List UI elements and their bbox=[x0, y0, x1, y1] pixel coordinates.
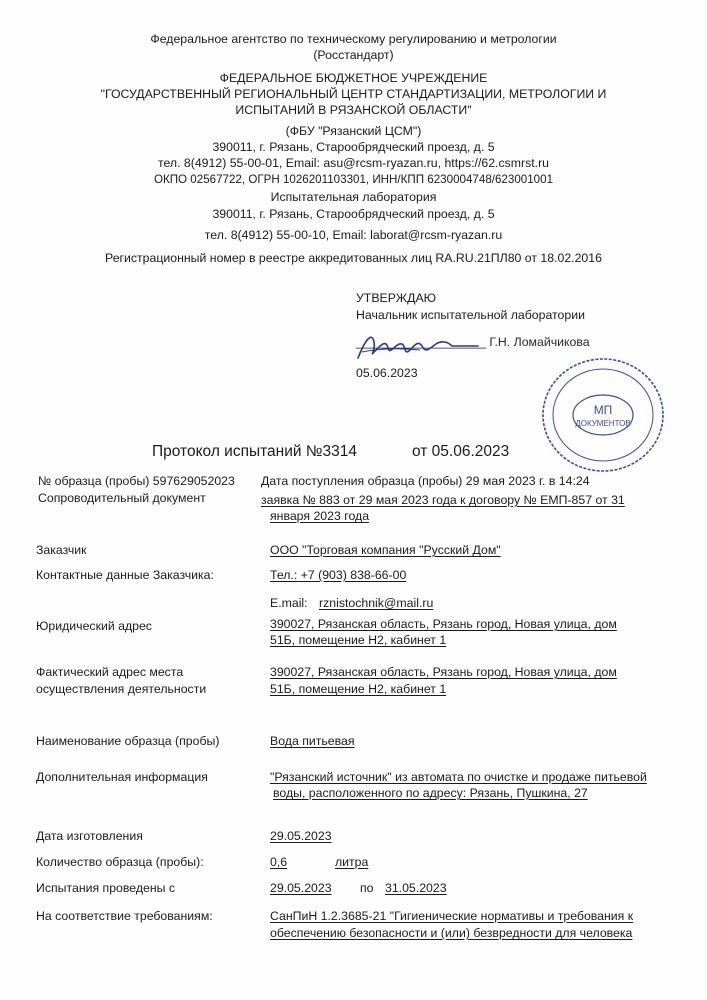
approval-date: 05.06.2023 bbox=[356, 366, 418, 380]
customer-email: rznistochnik@mail.ru bbox=[319, 596, 434, 610]
made-date-value: 29.05.2023 bbox=[270, 829, 332, 843]
tested-to: 31.05.2023 bbox=[385, 881, 447, 895]
actual-address-line1: 390027, Рязанская область, Рязань город, Новая улица, дом bbox=[270, 665, 617, 679]
extra-info-label: Дополнительная информация bbox=[36, 770, 208, 784]
lab-contacts: тел. 8(4912) 55-00-10, Email: laborat@rcsm-ryazan.ru bbox=[204, 228, 503, 242]
accompanying-doc-line2: января 2023 года bbox=[270, 509, 370, 523]
protocol-date: от 05.06.2023 bbox=[412, 443, 510, 460]
actual-address-label-line2: осуществления деятельности bbox=[36, 682, 207, 696]
accompanying-doc-line1: заявка № 883 от 29 мая 2023 года к договору № ЕМП-857 от 31 bbox=[261, 493, 625, 507]
approve-heading: УТВЕРЖДАЮ bbox=[356, 291, 437, 305]
made-date-label: Дата изготовления bbox=[36, 829, 143, 843]
extra-info-line1: "Рязанский источник" из автомата по очистке и продаже питьевой bbox=[270, 770, 647, 784]
contacts-label: Контактные данные Заказчика: bbox=[36, 568, 214, 582]
quantity-value: 0,6 bbox=[270, 855, 288, 869]
email-label: E.mail: bbox=[270, 596, 308, 610]
lab-address: 390011, г. Рязань, Старообрядческий проезд, д. 5 bbox=[212, 207, 495, 221]
requirements-line1: СанПиН 1.2.3685-21 "Гигиенические нормативы и требования к bbox=[270, 909, 634, 923]
agency-name: Федеральное агентство по техническому регулированию и метрологии bbox=[150, 32, 557, 46]
sample-received: Дата поступления образца (пробы) 29 мая 2023 г. в 14:24 bbox=[261, 474, 590, 488]
org-name-line1: "ГОСУДАРСТВЕННЫЙ РЕГИОНАЛЬНЫЙ ЦЕНТР СТАНДАРТИЗАЦИИ, МЕТРОЛОГИИ И bbox=[100, 87, 607, 101]
legal-address-line2: 51Б, помещение Н2, кабинет 1 bbox=[270, 633, 447, 647]
registry-number: Регистрационный номер в реестре аккредитованных лиц RA.RU.21ПЛ80 от 18.02.2016 bbox=[105, 251, 602, 265]
round-stamp bbox=[540, 356, 666, 474]
accompanying-doc-label: Сопроводительный документ bbox=[38, 491, 206, 505]
signature-image bbox=[352, 328, 480, 366]
actual-address-line2: 51Б, помещение Н2, кабинет 1 bbox=[270, 682, 447, 696]
tested-to-label: по bbox=[360, 881, 374, 895]
legal-address-line1: 390027, Рязанская область, Рязань город, Новая улица, дом bbox=[270, 617, 617, 631]
approver-position: Начальник испытательной лаборатории bbox=[356, 308, 585, 322]
org-address: 390011, г. Рязань, Старообрядческий проезд, д. 5 bbox=[212, 140, 495, 154]
requirements-label: На соответствие требованиям: bbox=[36, 909, 213, 923]
org-type: ФЕДЕРАЛЬНОЕ БЮДЖЕТНОЕ УЧРЕЖДЕНИЕ bbox=[219, 71, 488, 85]
lab-name: Испытательная лаборатория bbox=[270, 190, 437, 204]
tested-from: 29.05.2023 bbox=[270, 881, 332, 895]
protocol-title: Протокол испытаний №3314 bbox=[152, 443, 357, 460]
sample-number: № образца (пробы) 597629052023 bbox=[38, 474, 235, 488]
signature-line: ___________________ Г.Н. Ломайчикова bbox=[356, 335, 590, 349]
sample-name-label: Наименование образца (пробы) bbox=[36, 734, 220, 748]
org-codes: ОКПО 02567722, ОГРН 1026201103301, ИНН/КПП 6230004748/623001001 bbox=[153, 173, 554, 186]
extra-info-line2: воды, расположенного по адресу: Рязань, Пушкина, 27 bbox=[273, 786, 588, 800]
customer-value: ООО "Торговая компания "Русский Дом" bbox=[270, 543, 501, 557]
svg-text:МП: МП bbox=[593, 403, 613, 417]
customer-label: Заказчик bbox=[36, 543, 87, 557]
org-short: (ФБУ "Рязанский ЦСМ") bbox=[285, 124, 422, 138]
svg-text:ДОКУМЕНТОВ: ДОКУМЕНТОВ bbox=[575, 419, 631, 428]
customer-phone: Тел.: +7 (903) 838-66-00 bbox=[270, 568, 407, 582]
quantity-unit: литра bbox=[335, 855, 369, 869]
org-name-line2: ИСПЫТАНИЙ В РЯЗАНСКОЙ ОБЛАСТИ" bbox=[235, 103, 472, 117]
tested-label: Испытания проведены с bbox=[36, 881, 176, 895]
legal-address-label: Юридический адрес bbox=[36, 619, 152, 633]
sample-name-value: Вода питьевая bbox=[270, 734, 355, 748]
agency-short: (Росстандарт) bbox=[313, 48, 394, 62]
actual-address-label-line1: Фактический адрес места bbox=[36, 665, 184, 679]
org-contacts: тел. 8(4912) 55-00-01, Email: asu@rcsm-ryazan.ru, https://62.csmrst.ru bbox=[157, 156, 550, 170]
quantity-label: Количество образца (пробы): bbox=[36, 855, 204, 869]
requirements-line2: обеспечению безопасности и (или) безвредности для человека bbox=[270, 926, 633, 940]
